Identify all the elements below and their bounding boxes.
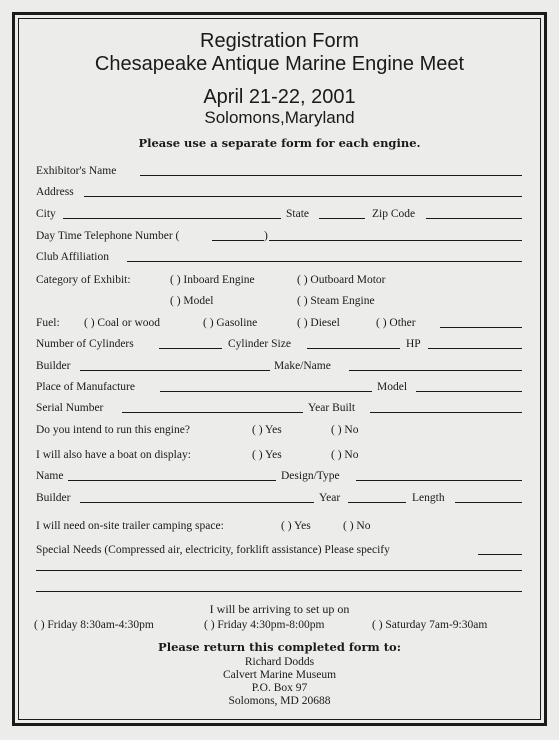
cylinder-size-field[interactable]: [307, 348, 400, 349]
return-po-box: P.O. Box 97: [251, 682, 308, 694]
event-name: Chesapeake Antique Marine Engine Meet: [94, 53, 465, 75]
boat-builder-field[interactable]: [80, 502, 314, 503]
phone-label: Day Time Telephone Number (: [36, 230, 180, 242]
special-needs-line-2[interactable]: [36, 570, 522, 571]
camping-no-option[interactable]: ( ) No: [343, 520, 371, 532]
year-built-label: Year Built: [308, 402, 356, 414]
arrive-saturday-option[interactable]: ( ) Saturday 7am-9:30am: [372, 619, 488, 631]
arriving-heading: I will be arriving to set up on: [209, 602, 350, 616]
phone-close-paren: ): [264, 230, 268, 242]
fuel-other-option[interactable]: ( ) Other: [376, 317, 416, 329]
instruction-note: Please use a separate form for each engine.: [138, 136, 421, 150]
make-name-label: Make/Name: [274, 360, 331, 372]
state-label: State: [286, 208, 309, 220]
boat-yes-option[interactable]: ( ) Yes: [252, 449, 282, 461]
return-organization: Calvert Marine Museum: [222, 669, 337, 681]
design-type-label: Design/Type: [281, 470, 340, 482]
steam-engine-option[interactable]: ( ) Steam Engine: [297, 295, 375, 307]
boat-display-question: I will also have a boat on display:: [36, 449, 191, 461]
boat-length-field[interactable]: [455, 502, 522, 503]
cylinders-field[interactable]: [159, 348, 222, 349]
club-field[interactable]: [127, 261, 522, 262]
boat-name-field[interactable]: [68, 480, 276, 481]
phone-area-code-field[interactable]: [212, 240, 264, 241]
address-label: Address: [36, 186, 74, 198]
return-heading: Please return this completed form to:: [158, 640, 401, 654]
run-engine-question: Do you intend to run this engine?: [36, 424, 190, 436]
form-title: Registration Form: [200, 30, 359, 52]
boat-name-label: Name: [36, 470, 64, 482]
arrive-friday-evening-option[interactable]: ( ) Friday 4:30pm-8:00pm: [204, 619, 325, 631]
zip-field[interactable]: [426, 218, 522, 219]
state-field[interactable]: [319, 218, 365, 219]
model-label: Model: [377, 381, 408, 393]
serial-label: Serial Number: [36, 402, 104, 414]
event-dates: April 21-22, 2001: [203, 86, 356, 108]
zip-label: Zip Code: [372, 208, 416, 220]
hp-label: HP: [406, 338, 421, 350]
boat-length-label: Length: [412, 492, 445, 504]
model-field[interactable]: [416, 391, 522, 392]
address-field[interactable]: [84, 196, 522, 197]
exhibitor-name-label: Exhibitor's Name: [36, 165, 117, 177]
builder-label: Builder: [36, 360, 71, 372]
return-name: Richard Dodds: [244, 656, 315, 668]
fuel-label: Fuel:: [36, 317, 60, 329]
camping-question: I will need on-site trailer camping space:: [36, 520, 224, 532]
run-no-option[interactable]: ( ) No: [331, 424, 359, 436]
fuel-other-field[interactable]: [440, 327, 522, 328]
fuel-coal-option[interactable]: ( ) Coal or wood: [84, 317, 161, 329]
model-option[interactable]: ( ) Model: [170, 295, 214, 307]
boat-year-label: Year: [319, 492, 341, 504]
boat-builder-label: Builder: [36, 492, 71, 504]
inboard-engine-option[interactable]: ( ) Inboard Engine: [170, 274, 255, 286]
exhibitor-name-field[interactable]: [140, 175, 522, 176]
club-label: Club Affiliation: [36, 251, 109, 263]
city-field[interactable]: [63, 218, 281, 219]
boat-year-field[interactable]: [348, 502, 406, 503]
serial-field[interactable]: [122, 412, 303, 413]
place-field[interactable]: [160, 391, 372, 392]
special-needs-label: Special Needs (Compressed air, electricity, forklift assistance) Please specify: [36, 544, 390, 556]
special-needs-line-3[interactable]: [36, 591, 522, 592]
cylinder-size-label: Cylinder Size: [228, 338, 291, 350]
return-city: Solomons, MD 20688: [228, 695, 331, 707]
special-needs-field[interactable]: [478, 554, 522, 555]
arrive-friday-morning-option[interactable]: ( ) Friday 8:30am-4:30pm: [34, 619, 154, 631]
boat-no-option[interactable]: ( ) No: [331, 449, 359, 461]
category-label: Category of Exhibit:: [36, 274, 131, 286]
fuel-gasoline-option[interactable]: ( ) Gasoline: [203, 317, 258, 329]
cylinders-label: Number of Cylinders: [36, 338, 134, 350]
city-label: City: [36, 208, 56, 220]
fuel-diesel-option[interactable]: ( ) Diesel: [297, 317, 340, 329]
outboard-motor-option[interactable]: ( ) Outboard Motor: [297, 274, 386, 286]
builder-field[interactable]: [80, 370, 270, 371]
place-label: Place of Manufacture: [36, 381, 135, 393]
event-location: Solomons,Maryland: [204, 108, 355, 127]
phone-number-field[interactable]: [269, 240, 522, 241]
run-yes-option[interactable]: ( ) Yes: [252, 424, 282, 436]
design-type-field[interactable]: [356, 480, 522, 481]
year-built-field[interactable]: [370, 412, 522, 413]
camping-yes-option[interactable]: ( ) Yes: [281, 520, 311, 532]
make-name-field[interactable]: [349, 370, 522, 371]
hp-field[interactable]: [428, 348, 522, 349]
